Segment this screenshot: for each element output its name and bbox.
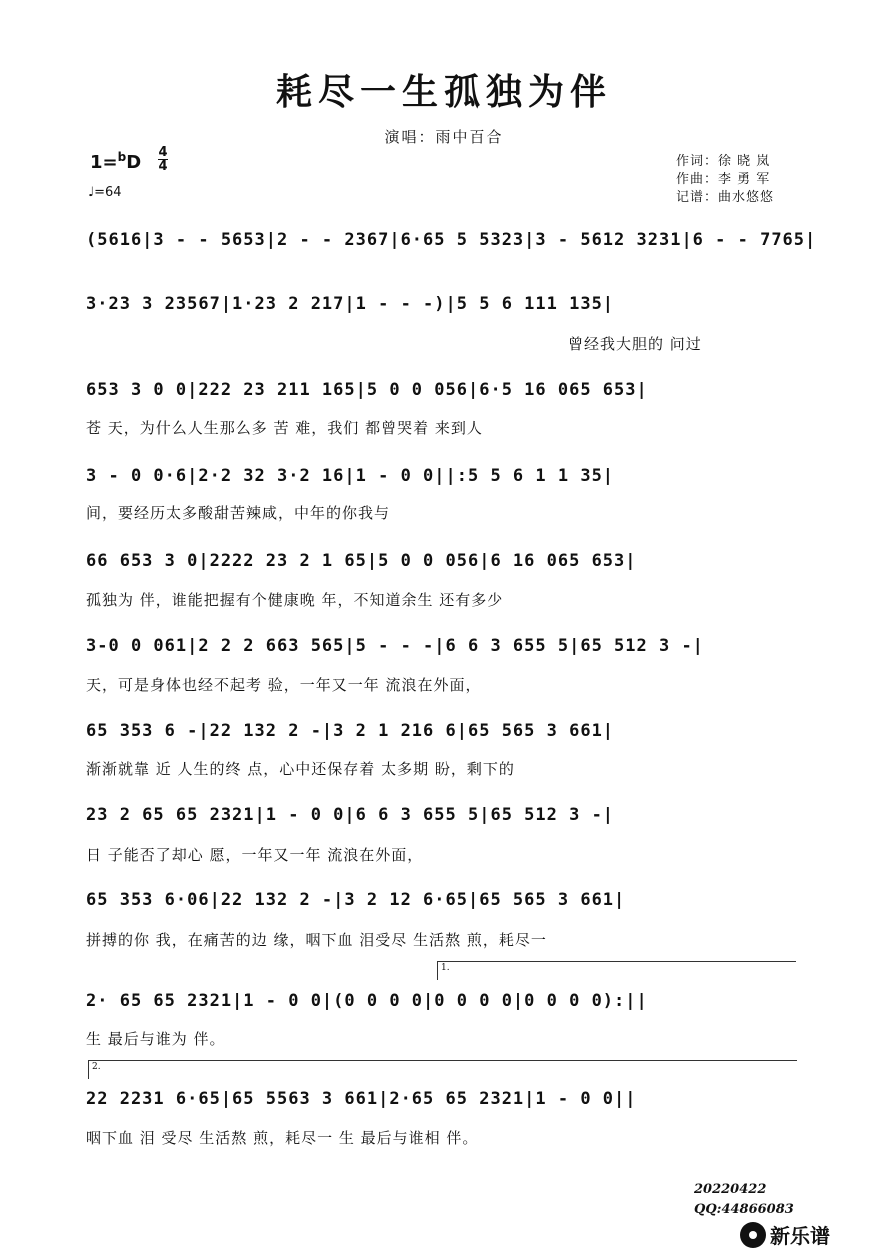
date-stamp: 20220422 [694, 1182, 767, 1197]
staff-line-4: 3 - 0 0·6|2·2 32 3·2 16|1 - 0 0||:5 5 6 1 1 35| [86, 466, 615, 486]
lyric-line-3: 间，要经历太多酸甜苦辣咸，中年的你我与 [86, 504, 391, 522]
lyric-line-1: 曾经我大胆的 问过 [568, 335, 702, 353]
staff-line-2: 3·23 3 23567|1·23 2 217|1 - - -)|5 5 6 111 135| [86, 294, 615, 314]
lyric-line-2: 苍 天，为什么人生那么多 苦 难，我们 都曾哭着 来到人 [86, 419, 483, 437]
staff-line-8: 23 2 65 65 2321|1 - 0 0|6 6 3 655 5|65 512 3 -| [86, 805, 615, 825]
tempo-marking: ♩=64 [88, 185, 122, 200]
logo-text: 新乐谱 [770, 1224, 830, 1248]
lyricist: 作词：徐 晓 岚 [676, 154, 771, 169]
composer: 作曲：李 勇 军 [676, 172, 771, 187]
volta-first-ending: 1. [437, 961, 796, 980]
lyric-line-9: 生 最后与谁为 伴。 [86, 1030, 226, 1048]
staff-line-7: 65 353 6 -|22 132 2 -|3 2 1 216 6|65 565 3 661| [86, 721, 615, 741]
staff-line-9: 65 353 6·06|22 132 2 -|3 2 12 6·65|65 565 3 661| [86, 890, 626, 910]
transcriber: 记谱：曲水悠悠 [676, 190, 775, 205]
song-title: 耗尽一生孤独为伴 [275, 71, 612, 113]
staff-line-11: 22 2231 6·65|65 5563 3 661|2·65 65 2321|1 - 0 0|| [86, 1089, 637, 1109]
staff-line-5: 66 653 3 0|2222 23 2 1 65|5 0 0 056|6 16 065 653| [86, 551, 637, 571]
disc-icon [740, 1222, 766, 1248]
key-signature: 1=$^b$D [90, 150, 142, 173]
staff-line-1: (5616|3 - - 5653|2 - - 2367|6·65 5 5323|3 - 5612 3231|6 - - 7765| [86, 230, 817, 250]
staff-line-6: 3-0 0 061|2 2 2 663 565|5 - - -|6 6 3 655 5|65 512 3 -| [86, 636, 704, 656]
site-logo [740, 1220, 830, 1249]
singer-line: 演唱：雨中百合 [384, 128, 504, 146]
time-signature: 4 4 [158, 145, 168, 174]
lyric-line-5: 天，可是身体也经不起考 验，一年又一年 流浪在外面， [86, 676, 482, 694]
staff-line-3: 653 3 0 0|222 23 211 165|5 0 0 056|6·5 16 065 653| [86, 380, 648, 400]
qq-contact: QQ:44866083 [694, 1202, 794, 1217]
lyric-line-4: 孤独为 伴，谁能把握有个健康晚 年，不知道余生 还有多少 [86, 591, 504, 609]
lyric-line-8: 拼搏的你 我，在痛苦的边 缘，咽下血 泪受尽 生活熬 煎，耗尽一 [86, 931, 547, 949]
lyric-line-10: 咽下血 泪 受尽 生活熬 煎，耗尽一 生 最后与谁相 伴。 [86, 1129, 479, 1147]
staff-line-10: 2· 65 65 2321|1 - 0 0|(0 0 0 0|0 0 0 0|0 0 0 0):|| [86, 991, 648, 1011]
lyric-line-7: 日 子能否了却心 愿，一年又一年 流浪在外面， [86, 846, 424, 864]
credits [676, 153, 774, 207]
volta-second-ending: 2. [88, 1060, 797, 1079]
lyric-line-6: 渐渐就靠 近 人生的终 点，心中还保存着 太多期 盼，剩下的 [86, 760, 515, 778]
